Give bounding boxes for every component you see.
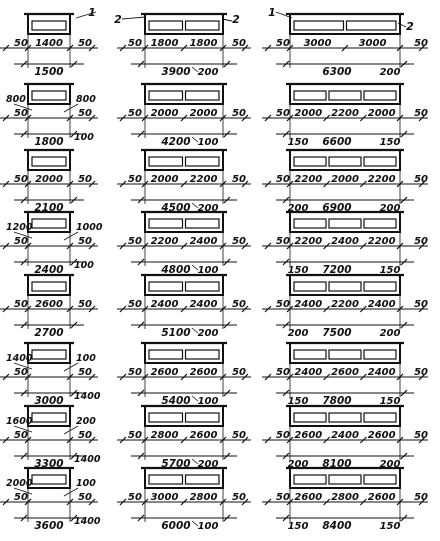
leader-line [64, 104, 78, 112]
dim-left-edge: 50 [128, 430, 142, 441]
note-bottom: 100 [74, 260, 94, 271]
dim-span: 2000 [150, 174, 179, 185]
callout-2: 2 [406, 20, 414, 33]
note-bottom: 1400 [74, 391, 101, 402]
dim-total: 6900 [322, 202, 352, 214]
footing-c1-r3-cell [186, 219, 220, 228]
footing-c0-r4-cell [32, 282, 66, 291]
dim-span: 2200 [294, 236, 323, 247]
dim-right-edge: 50 [232, 492, 246, 503]
footing-c2-r5-cell [329, 350, 361, 359]
footing-c1-r4-cell [186, 282, 220, 291]
footing-c2-r3-cell [294, 219, 326, 228]
dim-total: 6000 [161, 520, 191, 532]
dim-span: 2400 [294, 299, 323, 310]
dim-span: 2000 [35, 174, 63, 185]
footing-c2-r2-cell [294, 157, 326, 166]
dim-right-edge: 50 [78, 430, 92, 441]
dim-span: 2800 [150, 430, 179, 441]
dim-span: 2800 [189, 492, 218, 503]
footing-c1-r6-cell [149, 413, 183, 422]
footing-c2-r2-cell [329, 157, 361, 166]
dim-total: 4200 [161, 136, 191, 148]
dim-left-edge: 50 [128, 299, 142, 310]
dim-offset-right: 150 [379, 137, 401, 148]
dim-left-edge: 50 [128, 236, 142, 247]
note-bottom: 1400 [74, 454, 101, 465]
dim-offset: 100 [197, 521, 219, 532]
dim-span: 2400 [367, 367, 396, 378]
dim-offset-right: 200 [379, 67, 401, 78]
footing-c2-r1-cell [294, 91, 326, 100]
footing-c2-r7-cell [364, 475, 396, 484]
footing-c1-r3-cell [149, 219, 183, 228]
footing-c0-r1-outline [28, 84, 70, 104]
dim-left-edge: 50 [128, 108, 142, 119]
dim-span: 2600 [294, 492, 323, 503]
dim-span: 2600 [189, 430, 218, 441]
note-right: 100 [76, 353, 96, 364]
callout-leader [122, 17, 145, 19]
dim-span: 2600 [367, 430, 396, 441]
dim-span: 2000 [150, 108, 179, 119]
footing-c2-r3-outline [290, 212, 400, 232]
dim-offset-left: 200 [287, 328, 309, 339]
dim-span: 2200 [189, 174, 218, 185]
dim-span: 2600 [189, 367, 218, 378]
note-left: 1600 [6, 416, 33, 427]
dim-total: 6600 [322, 136, 352, 148]
dim-total: 8400 [322, 520, 352, 532]
footing-c2-r1-outline [290, 84, 400, 104]
leader-line [64, 488, 78, 496]
dim-offset: 100 [197, 265, 219, 276]
dim-total: 4800 [161, 264, 191, 276]
dim-span: 2600 [331, 367, 359, 378]
footing-c1-r3-outline [145, 212, 223, 232]
note-right: 200 [76, 416, 96, 427]
leader-line [64, 363, 78, 371]
dim-right-edge: 50 [232, 430, 246, 441]
dim-span: 2000 [189, 108, 218, 119]
footing-c2-r7-outline [290, 468, 400, 488]
note-bottom: 100 [74, 132, 94, 143]
dim-left-edge: 50 [14, 492, 28, 503]
dim-right-edge: 50 [414, 236, 428, 247]
footing-c0-r2-cell [32, 157, 66, 166]
dim-left-edge: 50 [276, 492, 290, 503]
callout-1: 1 [88, 6, 96, 19]
dim-offset-right: 150 [379, 521, 401, 532]
footing-c2-r7-cell [329, 475, 361, 484]
footing-c1-r1-cell [149, 91, 183, 100]
dim-total: 3000 [34, 395, 64, 407]
dim-offset-right: 150 [379, 265, 401, 276]
dim-span: 2800 [331, 492, 359, 503]
dim-offset-left: 150 [287, 396, 309, 407]
dim-total: 4500 [161, 202, 191, 214]
dim-right-edge: 50 [78, 38, 92, 49]
note-right: 100 [76, 478, 96, 489]
dim-left-edge: 50 [276, 299, 290, 310]
footing-c2-r6-outline [290, 406, 400, 426]
footing-c2-r6-cell [364, 413, 396, 422]
footing-c1-r5-cell [149, 350, 183, 359]
dim-total: 5400 [161, 395, 191, 407]
dim-right-edge: 50 [232, 174, 246, 185]
dim-total: 8100 [322, 458, 352, 470]
footing-c1-r0-cell [149, 21, 183, 30]
dim-left-edge: 50 [128, 492, 142, 503]
callout-2: 2 [114, 13, 122, 26]
dim-offset-right: 150 [379, 396, 401, 407]
dim-span: 2400 [189, 236, 218, 247]
footing-c2-r6-cell [294, 413, 326, 422]
footing-c1-r6-cell [186, 413, 220, 422]
dim-right-edge: 50 [232, 236, 246, 247]
footing-c2-r4-cell [364, 282, 396, 291]
footing-c0-r5-cell [32, 350, 66, 359]
dim-span: 2200 [331, 299, 359, 310]
footing-c2-r2-cell [364, 157, 396, 166]
footing-c0-r0-cell [32, 21, 66, 30]
dim-right-edge: 50 [414, 367, 428, 378]
dim-right-edge: 50 [78, 367, 92, 378]
footing-c0-r6-outline [28, 406, 70, 426]
footing-c2-r3-cell [364, 219, 396, 228]
dim-offset-left: 150 [287, 265, 309, 276]
dim-left-edge: 50 [276, 430, 290, 441]
dim-span: 3000 [358, 38, 387, 49]
footing-c1-r1-outline [145, 84, 223, 104]
footing-c1-r4-outline [145, 275, 223, 295]
dim-offset: 100 [197, 396, 219, 407]
dim-span: 2000 [367, 108, 396, 119]
note-left: 800 [6, 94, 26, 105]
footing-c1-r2-cell [149, 157, 183, 166]
dim-span: 1400 [35, 38, 63, 49]
dim-total: 6300 [322, 66, 352, 78]
footing-c0-r7-outline [28, 468, 70, 488]
footing-c1-r6-outline [145, 406, 223, 426]
note-left: 2000 [6, 478, 33, 489]
footing-c0-r3-outline [28, 212, 70, 232]
footing-c0-r7-cell [32, 475, 66, 484]
footing-c2-r3-cell [329, 219, 361, 228]
dim-total: 2100 [34, 202, 64, 214]
dim-left-edge: 50 [276, 38, 290, 49]
footing-c0-r5-outline [28, 343, 70, 363]
dim-left-edge: 50 [14, 236, 28, 247]
dim-span: 2200 [331, 108, 359, 119]
dim-left-edge: 50 [14, 299, 28, 310]
dim-span: 1800 [150, 38, 179, 49]
dim-left-edge: 50 [128, 367, 142, 378]
dim-span: 2200 [150, 236, 179, 247]
note-right: 1000 [76, 222, 103, 233]
dim-left-edge: 50 [14, 174, 28, 185]
dim-span: 2000 [331, 174, 359, 185]
dim-right-edge: 50 [232, 38, 246, 49]
dim-span: 3000 [150, 492, 179, 503]
footing-c1-r5-cell [186, 350, 220, 359]
footing-c2-r7-cell [294, 475, 326, 484]
note-right: 800 [76, 94, 96, 105]
dim-right-edge: 50 [414, 430, 428, 441]
footing-c1-r5-outline [145, 343, 223, 363]
dim-right-edge: 50 [78, 236, 92, 247]
callout-2: 2 [232, 13, 240, 26]
footing-c1-r7-cell [186, 475, 220, 484]
footing-c0-r6-cell [32, 413, 66, 422]
dim-left-edge: 50 [14, 108, 28, 119]
dim-offset-left: 150 [287, 137, 309, 148]
footing-c0-r1-cell [32, 91, 66, 100]
dim-right-edge: 50 [78, 174, 92, 185]
dim-right-edge: 50 [414, 38, 428, 49]
footing-c1-r7-cell [149, 475, 183, 484]
dim-right-edge: 50 [232, 299, 246, 310]
footing-c2-r0-outline [290, 14, 400, 34]
dim-offset-left: 150 [287, 521, 309, 532]
dim-offset-right: 200 [379, 328, 401, 339]
dim-span: 2000 [294, 108, 323, 119]
footing-c1-r0-cell [186, 21, 220, 30]
dim-total: 7500 [322, 327, 352, 339]
dim-total: 1500 [34, 66, 64, 78]
footing-c0-r0-outline [28, 14, 70, 34]
dim-offset: 200 [197, 67, 219, 78]
dim-total: 1800 [34, 136, 64, 148]
dim-total: 7800 [322, 395, 352, 407]
footing-c2-r4-cell [294, 282, 326, 291]
dim-span: 2400 [294, 367, 323, 378]
footing-c0-r2-outline [28, 150, 70, 170]
footing-c2-r2-outline [290, 150, 400, 170]
note-bottom: 1400 [74, 516, 101, 527]
dim-right-edge: 50 [414, 492, 428, 503]
footing-c2-r1-cell [329, 91, 361, 100]
note-left: 1200 [6, 222, 33, 233]
dim-left-edge: 50 [276, 108, 290, 119]
dim-left-edge: 50 [14, 38, 28, 49]
footing-c2-r0-cell [294, 21, 344, 30]
footing-c2-r4-outline [290, 275, 400, 295]
dim-total: 3600 [34, 520, 64, 532]
dim-left-edge: 50 [128, 38, 142, 49]
dim-left-edge: 50 [276, 367, 290, 378]
dim-total: 5700 [161, 458, 191, 470]
dim-offset: 200 [197, 203, 219, 214]
dim-offset-right: 200 [379, 203, 401, 214]
dim-span: 2400 [189, 299, 218, 310]
footing-c1-r7-outline [145, 468, 223, 488]
dim-right-edge: 50 [78, 108, 92, 119]
dim-right-edge: 50 [78, 299, 92, 310]
footing-c1-r0-outline [145, 14, 223, 34]
footing-c2-r5-cell [294, 350, 326, 359]
dim-total: 5100 [161, 327, 191, 339]
dim-span: 2200 [367, 174, 396, 185]
footing-c1-r4-cell [149, 282, 183, 291]
dim-span: 2600 [150, 367, 179, 378]
dim-total: 3900 [161, 66, 191, 78]
dim-total: 2700 [34, 327, 64, 339]
footing-c2-r5-cell [364, 350, 396, 359]
dim-right-edge: 50 [78, 492, 92, 503]
footing-c1-r2-cell [186, 157, 220, 166]
dim-offset-left: 200 [287, 459, 309, 470]
dim-left-edge: 50 [276, 174, 290, 185]
note-left: 1400 [6, 353, 33, 364]
dim-right-edge: 50 [232, 367, 246, 378]
footing-c2-r5-outline [290, 343, 400, 363]
footing-c1-r2-outline [145, 150, 223, 170]
dim-right-edge: 50 [414, 299, 428, 310]
dim-span: 2400 [367, 299, 396, 310]
dim-left-edge: 50 [128, 174, 142, 185]
dim-span: 2600 [35, 299, 63, 310]
leader-line [64, 426, 78, 434]
dim-span: 2200 [294, 174, 323, 185]
dim-span: 2200 [367, 236, 396, 247]
dim-offset-left: 200 [287, 203, 309, 214]
footing-c0-r4-outline [28, 275, 70, 295]
dim-total: 3300 [34, 458, 64, 470]
dim-total: 7200 [322, 264, 352, 276]
footing-c2-r4-cell [329, 282, 361, 291]
footing-c0-r3-cell [32, 219, 66, 228]
dim-span: 2400 [331, 236, 359, 247]
footing-c2-r6-cell [329, 413, 361, 422]
dim-left-edge: 50 [276, 236, 290, 247]
dim-span: 2400 [150, 299, 179, 310]
dim-offset: 200 [197, 328, 219, 339]
dim-span: 2400 [331, 430, 359, 441]
callout-1: 1 [268, 6, 276, 19]
dim-span: 2600 [294, 430, 323, 441]
dim-right-edge: 50 [414, 108, 428, 119]
footing-c2-r0-cell [347, 21, 397, 30]
dim-span: 2600 [367, 492, 396, 503]
footing-c1-r1-cell [186, 91, 220, 100]
dim-left-edge: 50 [14, 430, 28, 441]
dim-total: 2400 [34, 264, 64, 276]
dim-left-edge: 50 [14, 367, 28, 378]
dim-offset: 100 [197, 137, 219, 148]
leader-line [64, 232, 78, 240]
dim-right-edge: 50 [414, 174, 428, 185]
footing-c2-r1-cell [364, 91, 396, 100]
dim-offset-right: 200 [379, 459, 401, 470]
dim-span: 1800 [189, 38, 218, 49]
dim-span: 3000 [303, 38, 332, 49]
dim-offset: 200 [197, 459, 219, 470]
dim-right-edge: 50 [232, 108, 246, 119]
